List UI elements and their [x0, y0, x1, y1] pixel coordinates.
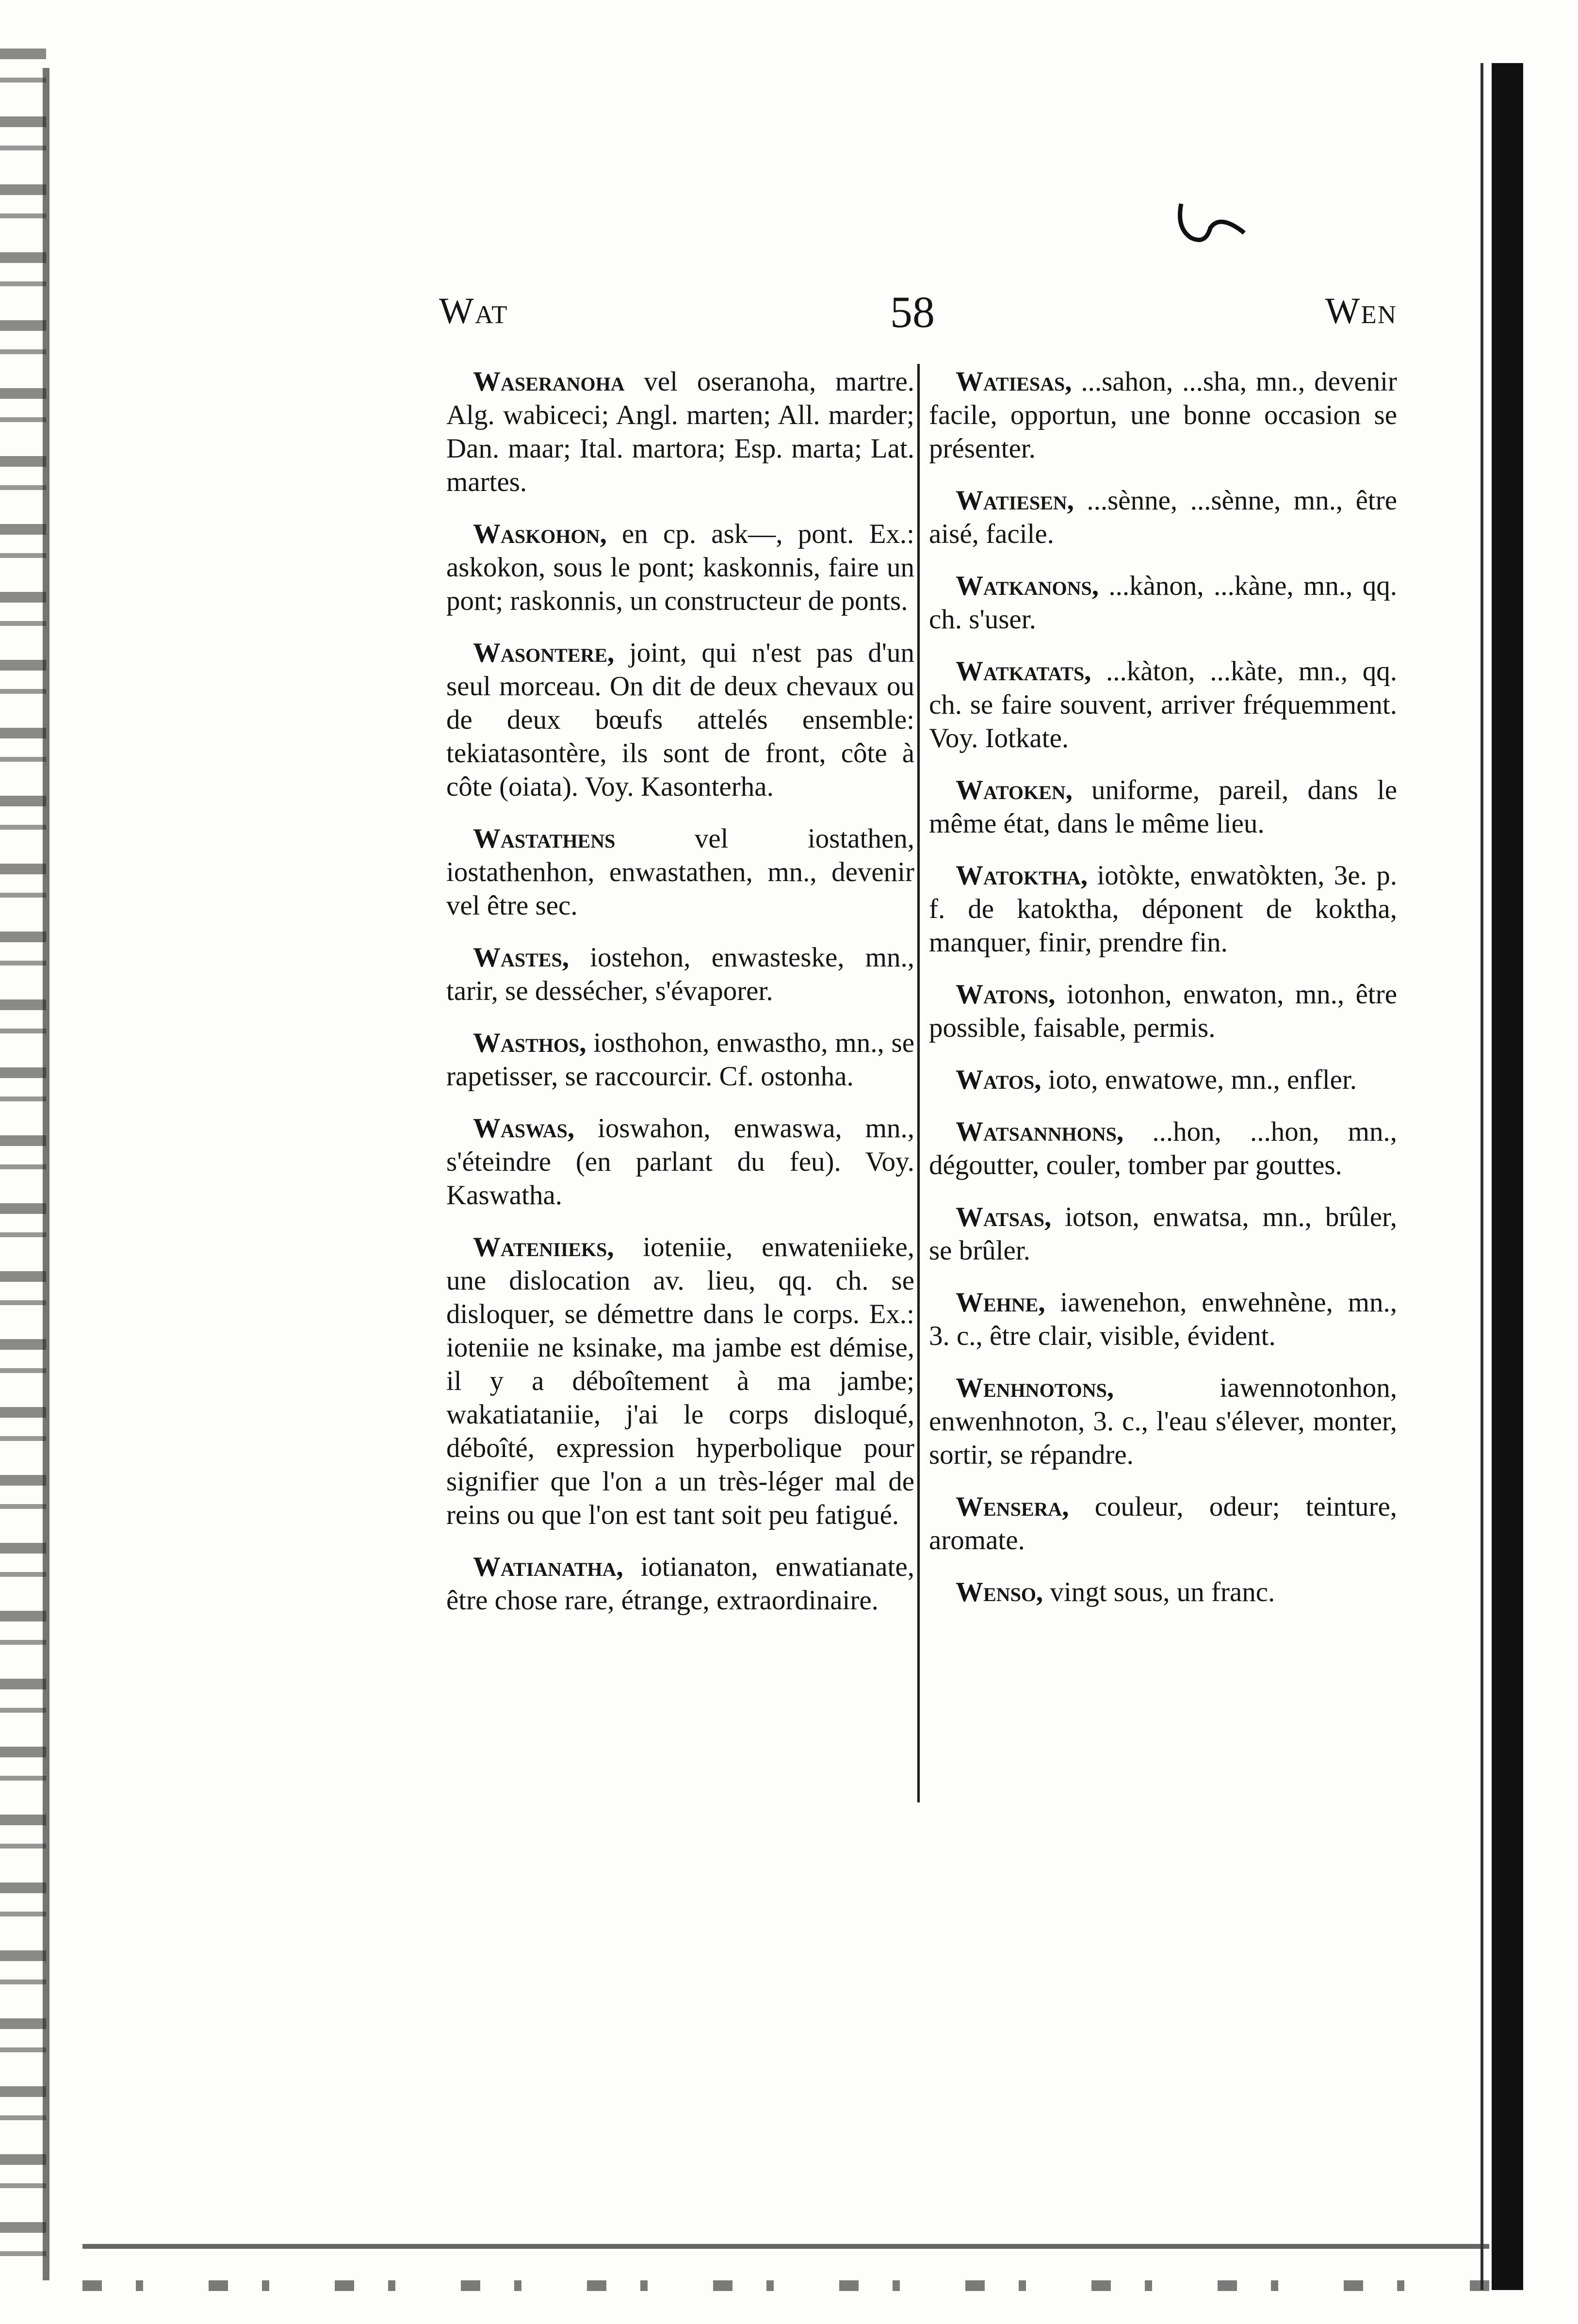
headword: Watsas,	[956, 1202, 1052, 1232]
entry-body: vel oseranoha, martre. Alg. wabiceci; Angl. marten; All. marder; Dan. maar; Ital. martora; Esp. marta; Lat. martes.	[446, 366, 914, 497]
headword: Watianatha,	[473, 1552, 623, 1582]
headword: Watiesen,	[956, 485, 1074, 516]
dictionary-entry	[929, 859, 1397, 959]
entry-body: ioto, enwatowe, mn., enfler.	[1048, 1064, 1357, 1095]
headword: Wasontere,	[473, 638, 615, 668]
dictionary-entry	[929, 655, 1397, 755]
headword: Waswas,	[473, 1113, 575, 1144]
headword: Wasthos,	[473, 1028, 586, 1058]
dictionary-entry	[929, 1371, 1397, 1472]
headword: Waskohon,	[473, 519, 607, 549]
headword: Watkanons,	[956, 571, 1099, 601]
headword: Wenso,	[956, 1577, 1043, 1607]
entry-body: iosthohon, enwastho, mn., se rapetisser, se raccourcir. Cf. ostonha.	[446, 1028, 914, 1092]
entry-body: iostehon, enwasteske, mn., tarir, se dessécher, s'évaporer.	[446, 942, 915, 1006]
dictionary-entry	[446, 517, 914, 618]
dictionary-column-left	[446, 365, 914, 1636]
entry-body: couleur, odeur; teinture, aromate.	[929, 1491, 1398, 1555]
dictionary-entry	[446, 1112, 914, 1212]
column-divider	[917, 364, 920, 1802]
dictionary-column-right	[929, 365, 1397, 1627]
dictionary-entry	[446, 1026, 914, 1093]
headword: Watsannhons,	[956, 1116, 1124, 1147]
page-number: 58	[890, 287, 935, 337]
dictionary-entry	[929, 1490, 1397, 1557]
entry-body: vingt sous, un franc.	[1050, 1577, 1275, 1607]
entry-body: vel iostathen, iostathenhon, enwastathen, mn., devenir vel être sec.	[446, 823, 914, 921]
headword: Wateniieks,	[473, 1232, 614, 1262]
scan-edge-right	[1492, 63, 1523, 2290]
dictionary-entry	[929, 365, 1397, 465]
entry-body: en cp. ask—, pont. Ex.: askokon, sous le pont; kaskonnis, faire un pont; raskonnis, un constructeur de ponts.	[446, 519, 915, 616]
entry-body: uniforme, pareil, dans le même état, dans le même lieu.	[929, 775, 1398, 839]
dictionary-entry	[929, 1575, 1397, 1609]
entry-body: ioswahon, enwaswa, mn., s'éteindre (en parlant du feu). Voy. Kaswatha.	[446, 1113, 914, 1211]
dictionary-entry	[446, 941, 914, 1008]
entry-body: ...sahon, ...sha, mn., devenir facile, opportun, une bonne occasion se présenter.	[929, 366, 1398, 464]
entry-body: ...hon, ...hon, mn., dégoutter, couler, tomber par gouttes.	[929, 1116, 1398, 1180]
dictionary-entry	[446, 636, 914, 803]
headword: Wenhnotons,	[956, 1373, 1114, 1403]
headword: Watoktha,	[956, 860, 1088, 891]
dictionary-entry	[929, 1200, 1397, 1267]
headword: Wehne,	[956, 1287, 1045, 1318]
headword: Watoken,	[956, 775, 1073, 805]
scan-edge-left-line	[43, 68, 49, 2280]
scan-edge-left	[0, 49, 46, 2290]
dictionary-entry	[446, 1550, 914, 1617]
dictionary-entry	[929, 1115, 1397, 1182]
entry-body: ioteniie, enwateniieke, une dislocation av. lieu, qq. ch. se disloquer, se démettre dans le corps. Ex.: ioteniie ne ksinake, ma jambe est démise, il y a déboîtement à ma jambe; wakatiataniie, j'ai le corps disloqué, déboîté, expression hyperbolique pour signifier que l'on a un très-léger mal de reins ou que l'on est tant soit peu fatigué.	[446, 1232, 914, 1530]
headword: Watons,	[956, 979, 1056, 1010]
headword: Wensera,	[956, 1491, 1069, 1522]
ink-mark	[1176, 199, 1249, 252]
entry-body: iotianaton, enwatianate, être chose rare, étrange, extraordinaire.	[446, 1552, 914, 1616]
headword: Watos,	[956, 1064, 1041, 1095]
dictionary-entry	[446, 365, 914, 499]
entry-body: iawennotonhon, enwenhnoton, 3. c., l'eau s'élever, monter, sortir, se répandre.	[929, 1373, 1397, 1470]
headword: Wastes,	[473, 942, 569, 973]
running-header	[439, 286, 1397, 340]
entry-body: ...sènne, ...sènne, mn., être aisé, facile.	[929, 485, 1397, 549]
dictionary-entry	[929, 484, 1397, 551]
dictionary-entry	[446, 822, 914, 922]
dictionary-entry	[929, 773, 1397, 840]
scan-edge-right-line	[1480, 63, 1483, 2290]
dictionary-entry	[446, 1230, 914, 1532]
dictionary-entry	[929, 978, 1397, 1045]
entry-body: ...kànon, ...kàne, mn., qq. ch. s'user.	[929, 571, 1398, 635]
entry-body: joint, qui n'est pas d'un seul morceau. On dit de deux chevaux ou de deux bœufs attelés ensemble: tekiatasontère, ils sont de front, côte à côte (oiata). Voy. Kasonterha.	[446, 638, 915, 802]
dictionary-entry	[929, 1286, 1397, 1353]
dictionary-entry	[929, 569, 1397, 636]
guide-word-right: Wen	[1325, 291, 1397, 331]
dictionary-entry	[929, 1063, 1397, 1097]
entry-body: iawenehon, enwehnène, mn., 3. c., être clair, visible, évident.	[929, 1287, 1397, 1351]
headword: Watkatats,	[956, 656, 1091, 687]
scan-edge-bottom-marks	[82, 2280, 1489, 2291]
headword: Waseranoha	[473, 366, 625, 397]
headword: Wastathens	[473, 823, 616, 854]
scan-edge-bottom	[82, 2244, 1489, 2249]
headword: Watiesas,	[956, 366, 1072, 397]
entry-body: ...kàton, ...kàte, mn., qq. ch. se faire souvent, arriver fréquemment. Voy. Iotkate.	[929, 656, 1397, 753]
entry-body: iotonhon, enwaton, mn., être possible, faisable, permis.	[929, 979, 1398, 1043]
entry-body: iotson, enwatsa, mn., brûler, se brûler.	[929, 1202, 1397, 1266]
entry-body: iotòkte, enwatòkten, 3e. p. f. de katoktha, déponent de koktha, manquer, finir, prendre fin.	[929, 860, 1397, 958]
guide-word-left: Wat	[439, 291, 508, 331]
